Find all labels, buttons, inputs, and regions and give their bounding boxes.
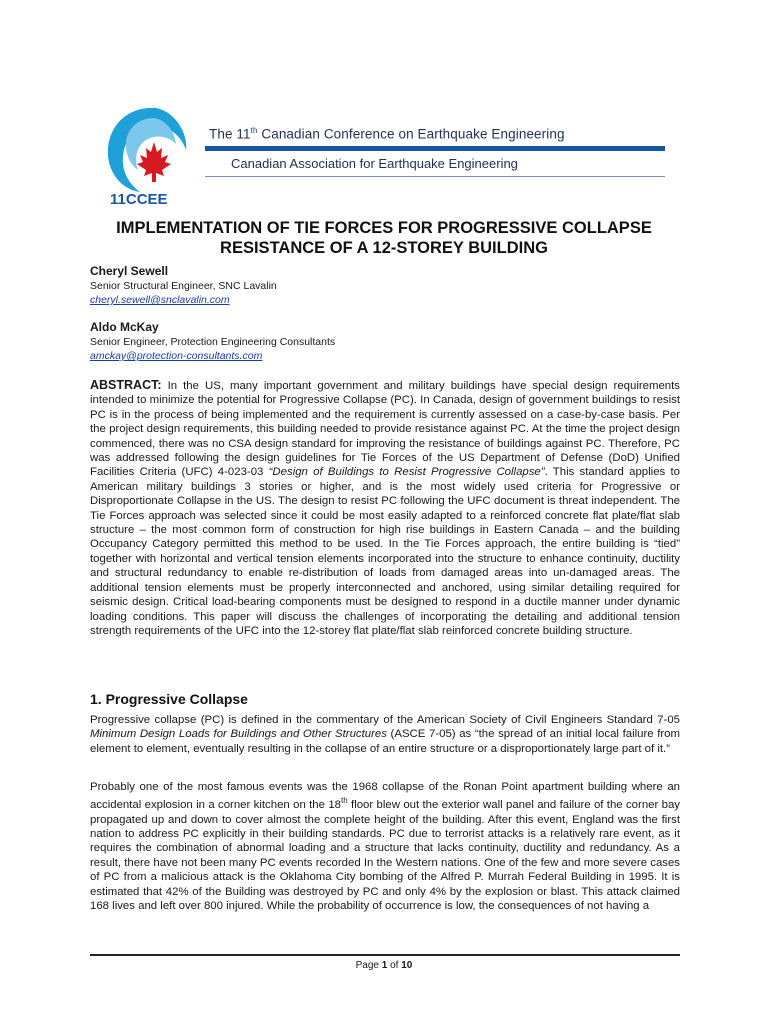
author-name: Aldo McKay	[90, 320, 159, 334]
footer-divider	[90, 954, 680, 956]
logo-text: 11CCEE	[110, 191, 168, 208]
maple-leaf-icon	[137, 142, 171, 182]
paper-title: IMPLEMENTATION OF TIE FORCES FOR PROGRESSIVE COLLAPSE RESISTANCE OF A 12-STOREY BUILDING	[116, 219, 652, 257]
author-name: Cheryl Sewell	[90, 264, 169, 278]
conference-title: The 11th Canadian Conference on Earthquake Engineering	[209, 126, 565, 142]
header-divider	[205, 146, 665, 151]
11ccee-logo	[96, 100, 204, 210]
header-thin-divider	[205, 176, 665, 177]
author-email-link[interactable]: cheryl.sewell@snclavalin.com	[90, 294, 230, 306]
page-number: Page 1 of 10	[355, 960, 413, 971]
author-email-link[interactable]: amckay@protection-consultants.com	[90, 350, 263, 362]
abstract-paragraph: ABSTRACT: In the US, many important government and military buildings have special design requirements intended to minimize the potential for Progressive Collapse (PC). In Canada, design of government buildings to resist PC is in the process of being implemented and the requirement is currently assessed on a case-by-case basis. Per the project design requirements, this building needed to provide resistance against PC. At the time the project design commenced, there was no CSA design standard for improving the resistance of buildings against PC. Therefore, PC was addressed following the design guidelines for Tie Forces of the US Department of Defense (DoD) Unified Facilities Criteria (UFC) 4-023-03 “Design of Buildings to Resist Progressive Collapse”. This standard applies to American military buildings 3 stories or higher, and is the most widely used criteria for Progressive or Disproportionate Collapse in the US. The design to resist PC following the UFC document is threat independent. The Tie Forces approach was selected since it could be most easily adapted to a reinforced concrete flat plate/flat slab structure – the most common form of construction for high rise buildings in Eastern Canada – and the building Occupancy Category permitted this method to be used. In the Tie Forces approach, the entire building is “tied” together with horizontal and vertical tension elements incorporated into the structure to enhance continuity, ductility and structural redundancy to enable re-distribution of loads from damaged areas into un-damaged areas. The additional tension elements must be properly interconnected and anchored, using similar detailing required for seismic design. Critical load-bearing components must be designed to respond in a ductile manner under dynamic loading conditions. This paper will discuss the challenges of incorporating the detailing and additional tension strength requirements of the UFC into the 12-storey flat plate/flat slab reinforced concrete building structure.	[90, 378, 680, 637]
author-affiliation: Senior Structural Engineer, SNC Lavalin	[90, 280, 277, 292]
body-paragraph: Probably one of the most famous events was the 1968 collapse of the Ronan Point apartment building where an accidental explosion in a corner kitchen on the 18th floor blew out the exterior wall panel and failure of the corner bay propagated up and down to cover almost the complete height of the building. After this event, England was the first nation to address PC explicitly in their building standards. PC due to terrorist attacks is a relatively rare event, as it requires the combination of abnormal loading and a structure that lacks continuity, ductility and redundancy. As a result, there have not been many PC events recorded In the Western nations. One of the few and more severe cases of PC from a malicious attack is the Oklahoma City bombing of the Alfred P. Murrah Federal Building in 1995. It is estimated that 42% of the Building was destroyed by PC and only 4% by the explosion or blast. This attack claimed 168 lives and left over 800 injured. While the probability of occurrence is low, the consequences of not having a	[90, 781, 680, 913]
body-paragraph: Progressive collapse (PC) is defined in the commentary of the American Society of Civil Engineers Standard 7-05 Minimum Design Loads for Buildings and Other Structures (ASCE 7-05) as “the spread of an initial local failure from element to element, eventually resulting in the collapse of an entire structure or a disproportionately large part of it.”	[90, 714, 680, 755]
section-heading: 1. Progressive Collapse	[90, 691, 248, 707]
author-affiliation: Senior Engineer, Protection Engineering Consultants	[90, 336, 336, 348]
association-name: Canadian Association for Earthquake Engineering	[231, 156, 518, 171]
